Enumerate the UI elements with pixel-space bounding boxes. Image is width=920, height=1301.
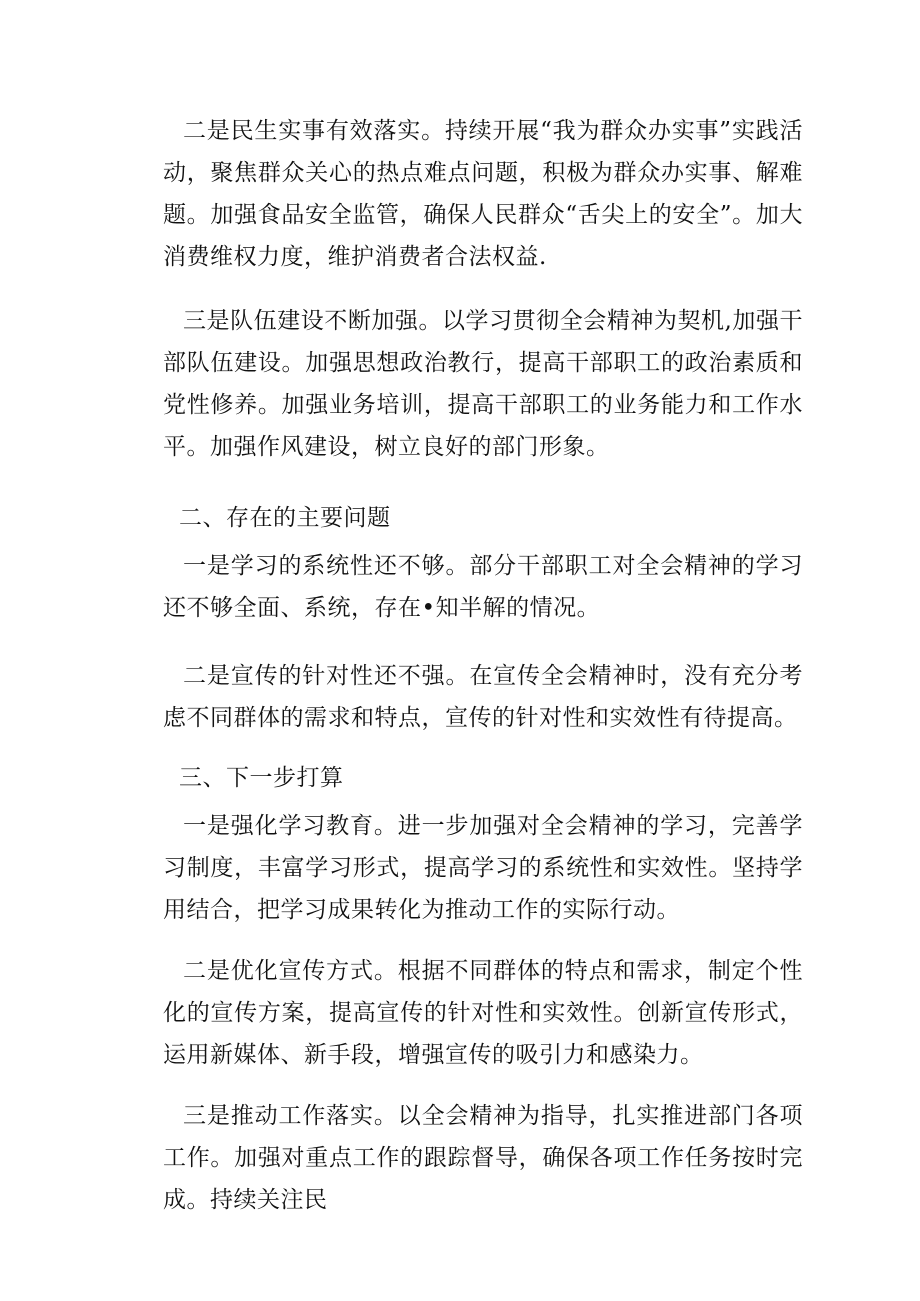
paragraph-study-education: 一是强化学习教育。进一步加强对全会精神的学习，完善学习制度，丰富学习形式，提高学习的系统性和实效性。坚持学用结合，把学习成果转化为推动工作的实际行动。	[163, 813, 803, 923]
paragraph-study-problem: 一是学习的系统性还不够。部分干部职工对全会精神的学习还不够全面、系统，存在•知半解的情况。	[163, 553, 803, 621]
paragraph-livelihood: 二是民生实事有效落实。持续开展“我为群众办实事”实践活动，聚焦群众关心的热点难点问题，积极为群众办实事、解难题。加强食品安全监管，确保人民群众“舌尖上的安全”。加大消费维权力度，维护消费者合法权益.	[163, 118, 803, 270]
paragraph-work-implementation: 三是推动工作落实。以全会精神为指导，扎实推进部门各项工作。加强对重点工作的跟踪督导，确保各项工作任务按时完成。持续关注民	[163, 1103, 803, 1213]
paragraph-team-building: 三是队伍建设不断加强。以学习贯彻全会精神为契机,加强干部队伍建设。加强思想政治教行，提高干部职工的政治素质和党性修养。加强业务培训，提高干部职工的业务能力和工作水平。加强作风建设，树立良好的部门形象。	[163, 308, 803, 460]
section-heading-problems: 二、存在的主要问题	[179, 505, 391, 531]
paragraph-publicity-methods: 二是优化宣传方式。根据不同群体的特点和需求，制定个性化的宣传方案，提高宣传的针对性和实效性。创新宣传形式，运用新媒体、新手段，增强宣传的吸引力和感染力。	[163, 958, 803, 1068]
section-heading-next-steps: 三、下一步打算	[179, 765, 344, 791]
paragraph-publicity-problem: 二是宣传的针对性还不强。在宣传全会精神时，没有充分考虑不同群体的需求和特点，宣传的针对性和实效性有待提高。	[163, 663, 803, 731]
